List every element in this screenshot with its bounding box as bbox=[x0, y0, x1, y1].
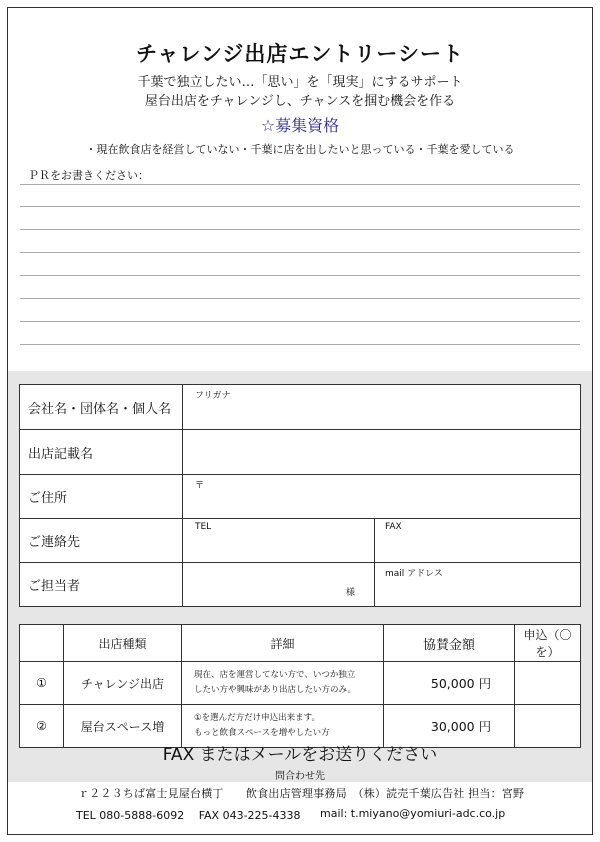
plan-type: チャレンジ出店 bbox=[64, 662, 182, 705]
person-label: ご担当者 bbox=[20, 563, 183, 607]
plan-header-blank bbox=[20, 625, 64, 662]
plan-detail-line: 現在、店を運営してない方で、いつか独立 bbox=[194, 670, 356, 680]
plan-detail-line: もっと飲食スペースを増やしたい方 bbox=[194, 728, 330, 738]
plan-header-apply: 申込（〇を） bbox=[515, 625, 581, 662]
address-field[interactable] bbox=[183, 475, 581, 519]
call-to-action: FAX またはメールをお送りください bbox=[162, 745, 438, 765]
pr-line bbox=[20, 229, 580, 230]
name-field[interactable] bbox=[183, 385, 581, 430]
plan-number: ① bbox=[20, 662, 64, 705]
subtitle-line-1: 千葉で独立したい…「思い」を「現実」にするサポート bbox=[137, 75, 463, 90]
pr-line bbox=[20, 275, 580, 276]
plan-header-detail: 詳細 bbox=[182, 625, 384, 662]
address-label: ご住所 bbox=[20, 475, 183, 519]
office-address: ｒ２２３ちば富士見屋台横丁 飲食出店管理事務局 （株）読売千葉広告社 担当：宮野 bbox=[78, 787, 525, 800]
inquiry-label: 問合わせ先 bbox=[275, 771, 325, 782]
plan-header-type: 出店種類 bbox=[64, 625, 182, 662]
postal-mark: 〒 bbox=[195, 481, 205, 491]
page-title: チャレンジ出店エントリーシート bbox=[136, 42, 464, 66]
applicant-info-table bbox=[19, 384, 581, 607]
pr-label: ＰＲをお書きください： bbox=[28, 169, 149, 182]
store-name-label: 出店記載名 bbox=[20, 430, 183, 475]
mail-field[interactable] bbox=[375, 563, 581, 607]
plan-type: 屋台スペース増 bbox=[64, 705, 182, 748]
plan-detail-line: したい方や興味があり出店したい方のみ。 bbox=[194, 685, 357, 695]
subtitle-line-2: 屋台出店をチャレンジし、チャンスを掴む機会を作る bbox=[144, 94, 456, 109]
furigana-label: フリガナ bbox=[195, 391, 231, 401]
contact-label: ご連絡先 bbox=[20, 519, 183, 563]
contact-info bbox=[76, 807, 506, 823]
mail-label: mail アドレス bbox=[385, 569, 443, 579]
contact-email[interactable]: mail: t.miyano@yomiuri-adc.co.jp bbox=[320, 807, 506, 820]
plan-detail bbox=[182, 662, 384, 705]
name-label: 会社名・団体名・個人名 bbox=[20, 385, 183, 430]
person-field[interactable] bbox=[183, 563, 375, 607]
tel-label: TEL bbox=[195, 522, 212, 532]
plan-apply-cell[interactable] bbox=[515, 662, 581, 705]
pr-line bbox=[20, 184, 580, 185]
tel-field[interactable] bbox=[183, 519, 375, 563]
plan-number: ② bbox=[20, 705, 64, 748]
plan-table bbox=[19, 624, 581, 748]
plan-price: 30,000 円 bbox=[384, 705, 515, 748]
pr-line bbox=[20, 321, 580, 322]
tel-fax-numbers: TEL 080-5888-6092 FAX 043-225-4338 bbox=[76, 809, 301, 822]
store-name-field[interactable] bbox=[183, 430, 581, 475]
pr-line bbox=[20, 252, 580, 253]
pr-line bbox=[20, 298, 580, 299]
qualification-heading: ☆募集資格 bbox=[260, 116, 340, 135]
fax-label: FAX bbox=[385, 522, 402, 532]
pr-line bbox=[20, 206, 580, 207]
pr-line bbox=[20, 344, 580, 345]
plan-row bbox=[20, 662, 581, 705]
plan-detail-line: ①を選んだ方だけ申込出来ます。 bbox=[194, 713, 320, 723]
honorific-label: 様 bbox=[345, 588, 355, 598]
plan-header-price: 協賛金額 bbox=[384, 625, 515, 662]
plan-price: 50,000 円 bbox=[384, 662, 515, 705]
fax-field[interactable] bbox=[375, 519, 581, 563]
qualification-conditions: ・現在飲食店を経営していない・千葉に店を出したいと思っている・千葉を愛している bbox=[85, 143, 515, 156]
